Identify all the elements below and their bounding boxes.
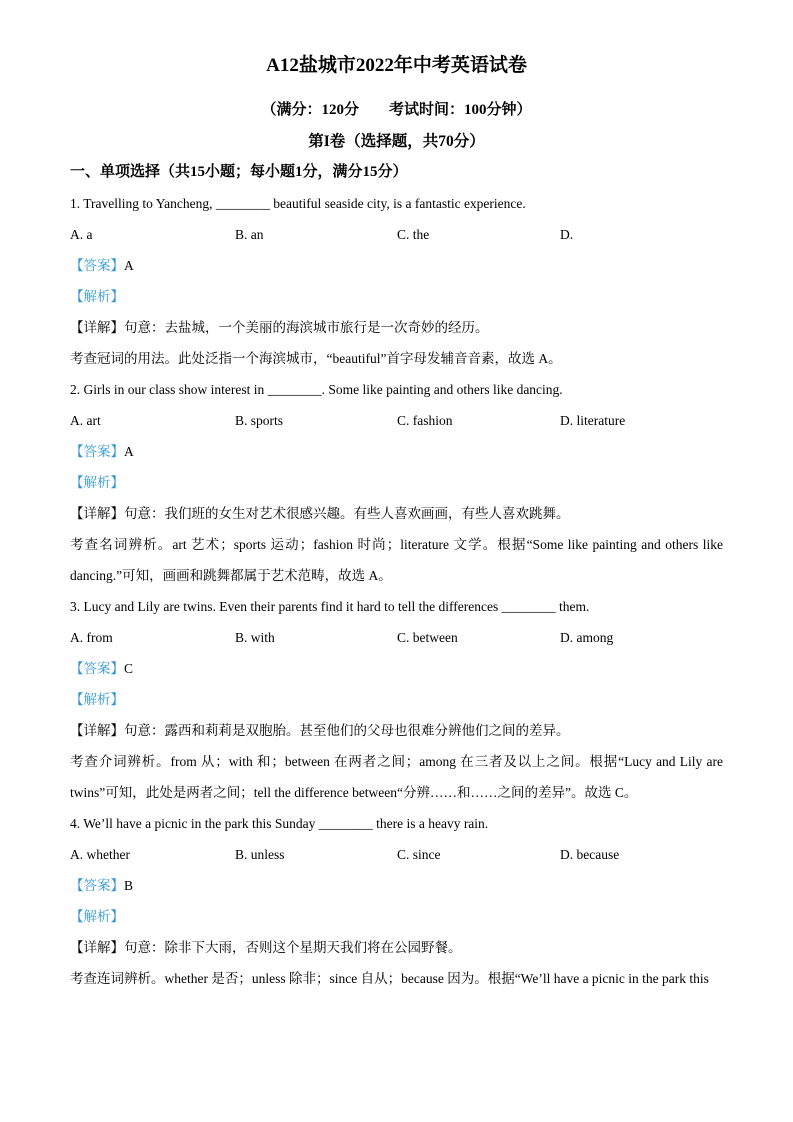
answer-line bbox=[70, 870, 723, 901]
answer-value: A bbox=[124, 444, 134, 459]
analysis-line bbox=[70, 901, 723, 932]
answer-label: 【答案】 bbox=[70, 878, 124, 893]
doc-subtitle: （满分：120分 考试时间：100分钟） bbox=[261, 102, 532, 118]
option-c: C. fashion bbox=[397, 413, 453, 428]
option-c: C. the bbox=[397, 227, 430, 242]
explanation-paragraph: 考查连词辨析。whether 是否；unless 除非；since 自从；because 因为。根据“We’ll have a picnic in the park this bbox=[70, 971, 709, 986]
answer-line bbox=[70, 436, 723, 467]
explanation-paragraph: 考查名词辨析。art 艺术；sports 运动；fashion 时尚；literature 文学。根据“Some like painting and others like dancing.”可知，画画和跳舞都属于艺术范畴，故选 A。 bbox=[70, 537, 723, 583]
option-b: B. an bbox=[235, 227, 264, 242]
option-a: A. a bbox=[70, 227, 93, 242]
option-a: A. whether bbox=[70, 847, 130, 862]
question-block bbox=[70, 188, 723, 374]
question-stem: 4. We’ll have a picnic in the park this Sunday ________ there is a heavy rain. bbox=[70, 816, 489, 831]
doc-title: A12盐城市2022年中考英语试卷 bbox=[266, 55, 527, 76]
question-stem: 2. Girls in our class show interest in ________. Some like painting and others like dancing. bbox=[70, 382, 563, 397]
answer-label: 【答案】 bbox=[70, 661, 124, 676]
option-a: A. art bbox=[70, 413, 101, 428]
option-d: D. because bbox=[560, 847, 620, 862]
analysis-label: 【解析】 bbox=[70, 909, 124, 924]
question-block bbox=[70, 591, 723, 808]
detail-paragraph: 【详解】句意：去盐城，一个美丽的海滨城市旅行是一次奇妙的经历。 bbox=[70, 320, 489, 335]
answer-line bbox=[70, 250, 723, 281]
option-b: B. unless bbox=[235, 847, 285, 862]
answer-label: 【答案】 bbox=[70, 444, 124, 459]
analysis-label: 【解析】 bbox=[70, 475, 124, 490]
question-block bbox=[70, 374, 723, 591]
answer-value: B bbox=[124, 878, 134, 893]
option-c: C. between bbox=[397, 630, 458, 645]
explanation-paragraph: 考查冠词的用法。此处泛指一个海滨城市，“beautiful”首字母发辅音音素，故选 A。 bbox=[70, 351, 562, 366]
option-d: D. among bbox=[560, 630, 614, 645]
detail-paragraph: 【详解】句意：除非下大雨，否则这个星期天我们将在公园野餐。 bbox=[70, 940, 462, 955]
analysis-line bbox=[70, 684, 723, 715]
explanation-paragraph: 考查介词辨析。from 从；with 和；between 在两者之间；among 在三者及以上之间。根据“Lucy and Lily are twins”可知，此处是两者之间；tell the difference between“分辨……和……之间的差异”。故选 C。 bbox=[70, 754, 723, 800]
option-b: B. sports bbox=[235, 413, 284, 428]
question-block bbox=[70, 808, 723, 994]
question-stem: 3. Lucy and Lily are twins. Even their parents find it hard to tell the differences ________ them. bbox=[70, 599, 590, 614]
option-b: B. with bbox=[235, 630, 275, 645]
detail-paragraph: 【详解】句意：我们班的女生对艺术很感兴趣。有些人喜欢画画，有些人喜欢跳舞。 bbox=[70, 506, 570, 521]
answer-label: 【答案】 bbox=[70, 258, 124, 273]
option-a: A. from bbox=[70, 630, 113, 645]
part-heading: 一、单项选择（共15小题；每小题1分，满分15分） bbox=[70, 164, 408, 180]
option-c: C. since bbox=[397, 847, 441, 862]
options-row bbox=[70, 405, 723, 436]
analysis-label: 【解析】 bbox=[70, 692, 124, 707]
answer-line bbox=[70, 653, 723, 684]
analysis-line bbox=[70, 281, 723, 312]
section-title: 第I卷（选择题，共70分） bbox=[308, 133, 485, 150]
detail-paragraph: 【详解】句意：露西和莉莉是双胞胎。甚至他们的父母也很难分辨他们之间的差异。 bbox=[70, 723, 570, 738]
answer-value: C bbox=[124, 661, 134, 676]
option-d: D. bbox=[560, 227, 574, 242]
option-d: D. literature bbox=[560, 413, 626, 428]
analysis-line bbox=[70, 467, 723, 498]
options-row bbox=[70, 839, 723, 870]
question-stem: 1. Travelling to Yancheng, ________ beautiful seaside city, is a fantastic experience. bbox=[70, 196, 526, 211]
analysis-label: 【解析】 bbox=[70, 289, 124, 304]
options-row bbox=[70, 219, 723, 250]
answer-value: A bbox=[124, 258, 134, 273]
options-row bbox=[70, 622, 723, 653]
